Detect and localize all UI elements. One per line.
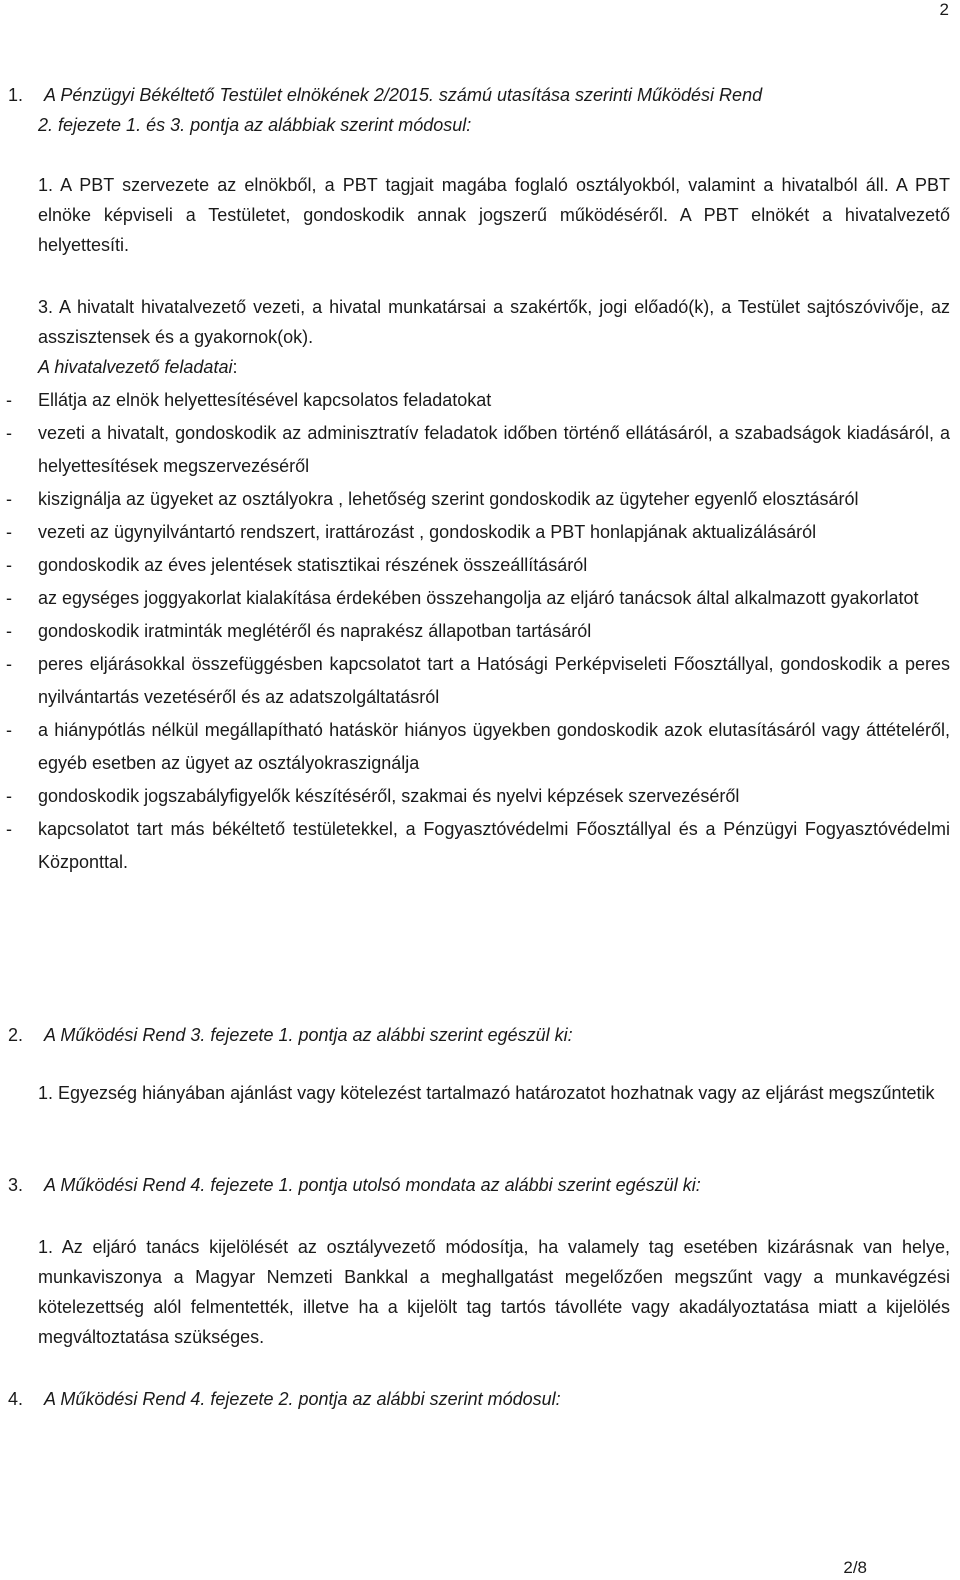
tasks-heading [38,352,950,382]
list-dash: - [6,390,12,410]
list-dash: - [6,423,12,443]
section-2-heading [0,1020,940,1050]
section-1-heading-line2: 2. fejezete 1. és 3. pontja az alábbiak szerint módosul: [38,115,472,135]
list-item-text: az egységes joggyakorlat kialakítása érdekében összehangolja az eljáró tanácsok által alkalmazott gyakorlatot [38,588,919,608]
section-3-heading-text: A Működési Rend 4. fejezete 1. pontja utolsó mondata az alábbi szerint egészül ki: [44,1175,701,1195]
list-dash: - [6,522,12,542]
tasks-list [6,384,950,879]
list-item [6,549,950,582]
list-item-text: Ellátja az elnök helyettesítésével kapcsolatos feladatokat [38,390,492,410]
list-item [6,582,950,615]
list-item [6,417,950,483]
list-item-text: kapcsolatot tart más békéltető testületekkel, a Fogyasztóvédelmi Főosztállyal és a Pénzügyi Fogyasztóvédelmi Központtal. [38,819,950,872]
section-3-heading [0,1170,940,1200]
section-1-heading-cont [38,110,960,140]
list-item [6,714,950,780]
list-item [6,516,950,549]
list-dash: - [6,555,12,575]
section-4-number: 4. [8,1389,24,1409]
tasks-heading-colon: : [232,357,238,377]
section-1-point-1: 1. A PBT szervezete az elnökből, a PBT tagjait magába foglaló osztályokból, valamint a hivatalból áll. A PBT elnöke képviseli a Testületet, gondoskodik annak jogszerű működéséről. A PBT elnökét a hivatalvezető helyettesíti. [38,175,950,255]
list-item [6,615,950,648]
tasks-heading-text: A hivatalvezető feladatai [38,357,233,377]
section-2-number: 2. [8,1025,24,1045]
section-4-heading-text: A Működési Rend 4. fejezete 2. pontja az alábbi szerint módosul: [44,1389,561,1409]
list-dash: - [6,489,12,509]
list-item-text: gondoskodik az éves jelentések statisztikai részének összeállításáról [38,555,588,575]
list-item-text: gondoskodik iratminták meglétéről és naprakész állapotban tartásáról [38,621,592,641]
page-number-top: 2 [939,0,949,19]
list-item [6,648,950,714]
list-item [6,384,950,417]
list-dash: - [6,720,12,740]
list-dash: - [6,819,12,839]
list-dash: - [6,588,12,608]
section-4-heading [0,1384,940,1414]
section-3-point-1: 1. Az eljáró tanács kijelölését az osztályvezető módosítja, ha valamely tag esetében kizárásnak van helye, munkaviszonya a Magyar Nemzeti Bankkal a meghallgatást megelőzően megszűnt vagy a munkavégzési kötelezettség alól felmentették, illetve ha a kijelölt tag tartós távolléte vagy akadályoztatása miatt a kijelölés megváltoztatása szükséges. [38,1237,950,1347]
section-1-heading [0,80,940,110]
section-3-number: 3. [8,1175,24,1195]
list-dash: - [6,786,12,806]
list-item [6,780,950,813]
page-number-bottom: 2/8 [843,1558,867,1577]
list-item-text: peres eljárásokkal összefüggésben kapcsolatot tart a Hatósági Perképviseleti Főosztállyal, gondoskodik a peres nyilvántartás vezetéséről és az adatszolgáltatásról [38,654,950,707]
section-2-point-1: 1. Egyezség hiányában ajánlást vagy kötelezést tartalmazó határozatot hozhatnak vagy az eljárást megszűntetik [38,1083,935,1103]
section-1-point-3: 3. A hivatalt hivatalvezető vezeti, a hivatal munkatársai a szakértők, jogi előadó(k), a Testület sajtószóvivője, az asszisztensek és a gyakornok(ok). [38,297,950,347]
list-item-text: vezeti a hivatalt, gondoskodik az adminisztratív feladatok időben történő ellátásáról, a szabadságok kiadásáról, a helyettesítések megszervezéséről [38,423,950,476]
list-dash: - [6,654,12,674]
list-item-text: a hiánypótlás nélkül megállapítható hatáskör hiányos ügyekben gondoskodik azok elutasításáról vagy áttételéről, egyéb esetben az ügyet az osztályokraszignálja [38,720,950,773]
list-dash: - [6,621,12,641]
list-item [6,813,950,879]
list-item [6,483,950,516]
section-1-number: 1. [8,85,24,105]
list-item-text: gondoskodik jogszabályfigyelők készítéséről, szakmai és nyelvi képzések szervezéséről [38,786,740,806]
list-item-text: vezeti az ügynyilvántartó rendszert, irattározást , gondoskodik a PBT honlapjának aktualizálásáról [38,522,817,542]
list-item-text: kiszignálja az ügyeket az osztályokra , lehetőség szerint gondoskodik az ügyteher egyenlő elosztásáról [38,489,859,509]
section-1-heading-line1: A Pénzügyi Békéltető Testület elnökének 2/2015. számú utasítása szerinti Működési Rend [44,85,763,105]
section-2-heading-text: A Működési Rend 3. fejezete 1. pontja az alábbi szerint egészül ki: [44,1025,573,1045]
